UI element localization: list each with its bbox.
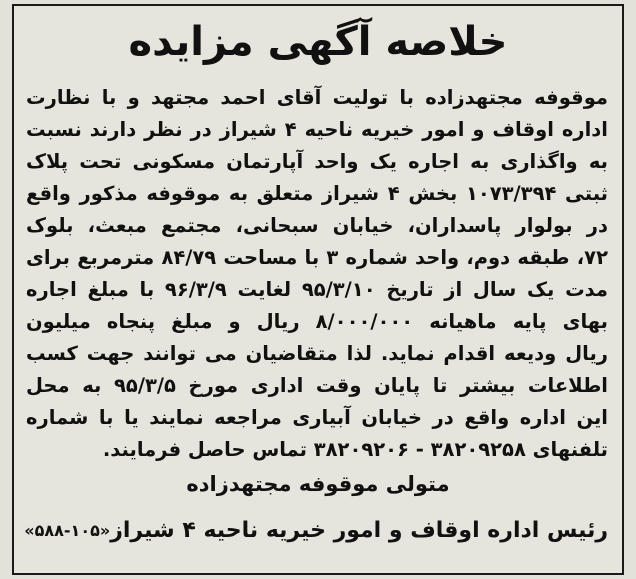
notice-body xyxy=(26,82,608,466)
notice-line: ریال ودیعه اقدام نماید. لذا متقاضیان می توانند جهت کسب xyxy=(26,342,608,365)
notice-line: تلفنهای ۳۸۲۰۹۲۵۸ - ۳۸۲۰۹۲۰۶ تماس حاصل فرمایند. xyxy=(102,438,608,461)
notice-line: اطلاعات بیشتر تا پایان وقت اداری مورخ ۹۵/۳/۵ به محل xyxy=(26,374,608,397)
signature-trustee: متولی موقوفه مجتهدزاده xyxy=(186,472,450,496)
notice-title: خلاصه آگهی مزایده xyxy=(128,19,508,65)
notice-line: ثبتی ۱۰۷۳/۳۹۴ بخش ۴ شیراز متعلق به موقوفه مذکور واقع xyxy=(26,182,608,205)
notice-line: بهای پایه ماهیانه ۸/۰۰۰/۰۰۰ ریال و مبلغ پنجاه میلیون xyxy=(26,310,608,333)
notice-line: اداره اوقاف و امور خیریه ناحیه ۴ شیراز در نظر دارند نسبت xyxy=(26,118,608,141)
notice-line: ۷۲، طبقه دوم، واحد شماره ۳ با مساحت ۸۴/۷۹ مترمربع برای xyxy=(26,246,608,269)
notice-line: این اداره واقع در خیابان آبیاری مراجعه نمایند یا با شماره xyxy=(26,406,608,429)
signature-office-head xyxy=(26,508,608,554)
notice-line: در بولوار پاسداران، خیابان سبحانی، مجتمع مبعث، بلوک xyxy=(26,214,608,237)
auction-notice-frame xyxy=(12,4,624,575)
notice-line: موقوفه مجتهدزاده با تولیت آقای احمد مجتهد و با نظارت xyxy=(26,86,608,109)
notice-line: به واگذاری به اجاره یک واحد آپارتمان مسکونی تحت پلاک xyxy=(26,150,608,173)
signature-office-head-text: رئیس اداره اوقاف و امور خیریه ناحیه ۴ شیراز xyxy=(110,518,608,543)
notice-line: مدت یک سال از تاریخ ۹۵/۳/۱۰ لغایت ۹۶/۳/۹ با مبلغ اجاره xyxy=(26,278,608,301)
notice-code: «۵۸۸-۱۰۵» xyxy=(24,521,111,540)
